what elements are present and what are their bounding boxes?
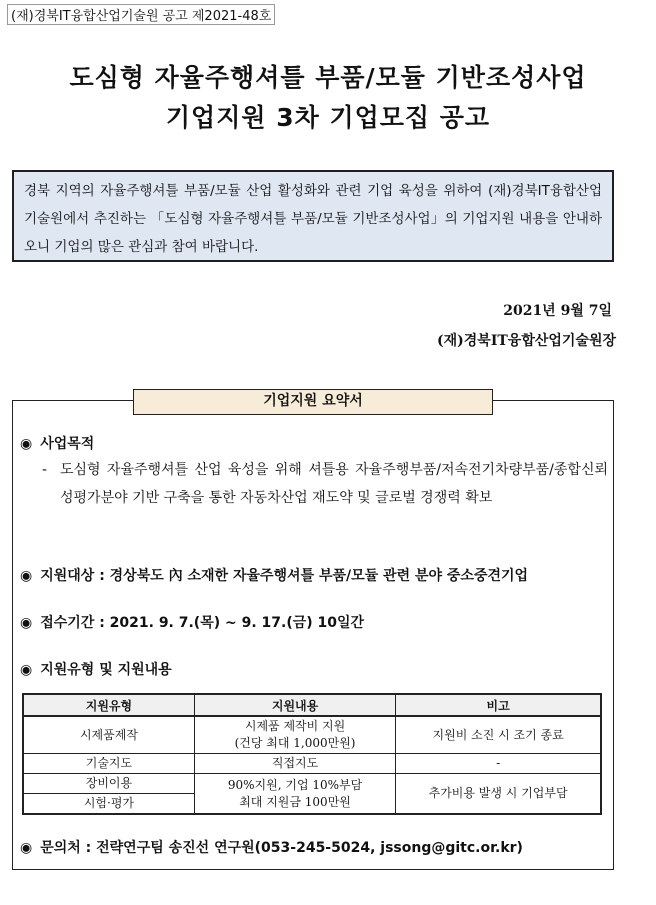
table-row: [23, 716, 601, 754]
table-cell: 장비이용: [23, 774, 194, 794]
support-heading: [20, 659, 172, 679]
target-text: 지원대상 : 경상북도 內 소재한 자율주행셔틀 부품/모듈 관련 분야 중소중견기업: [40, 568, 529, 584]
bullet-icon: ◉: [20, 615, 33, 631]
summary-title: 기업지원 요약서: [133, 389, 493, 415]
table-cell: [194, 774, 395, 815]
table-cell: 시제품제작: [23, 716, 194, 754]
purpose-heading: [20, 433, 94, 453]
purpose-text: [42, 456, 608, 512]
table-header: 비고: [396, 694, 601, 716]
notice-number: (재)경북IT융합산업기술원 공고 제2021-48호: [7, 4, 275, 25]
dash-marker: -: [42, 462, 48, 478]
table-row: [23, 774, 601, 794]
contact-line: [20, 837, 523, 857]
title-line-1: 도심형 자율주행셔틀 부품/모듈 기반조성사업: [69, 63, 587, 92]
title-line-2: 기업지원 3차 기업모집 공고: [165, 103, 491, 132]
table-cell: [194, 716, 395, 754]
cell-line: 시제품 제작비 지원: [244, 719, 346, 733]
table-cell: 직접지도: [194, 754, 395, 774]
bullet-icon: ◉: [20, 568, 33, 584]
purpose-body: 도심형 자율주행셔틀 산업 육성을 위해 셔틀용 자율주행부품/저속전기차량부품/종합신뢰성평가분야 기반 구축을 통한 자동차산업 재도약 및 글로벌 경쟁력 확보: [60, 462, 608, 506]
purpose-heading-text: 사업목적: [40, 436, 95, 452]
table-cell: 시험·평가: [23, 794, 194, 815]
table-cell: 지원비 소진 시 조기 종료: [396, 716, 601, 754]
bullet-icon: ◉: [20, 662, 33, 678]
bullet-icon: ◉: [20, 840, 33, 856]
table-cell: -: [396, 754, 601, 774]
cell-line: 90%지원, 기업 10%부담: [227, 777, 363, 792]
table-header: 지원유형: [23, 694, 194, 716]
support-heading-text: 지원유형 및 지원내용: [40, 662, 172, 678]
intro-box: 경북 지역의 자율주행셔틀 부품/모듈 산업 활성화와 관련 기업 육성을 위하여 (재)경북IT융합산업기술원에서 추진하는 「도심형 자율주행셔틀 부품/모듈 기반조성사업」의 기업지원 내용을 안내하오니 기업의 많은 관심과 참여 바랍니다.: [12, 170, 614, 262]
target-line: [20, 565, 528, 585]
organization-name: (재)경북IT융합산업기술원장: [437, 333, 616, 349]
period-line: [20, 612, 364, 632]
announcement-date: 2021년 9월 7일: [503, 303, 612, 319]
cell-line: (건당 최대 1,000만원): [234, 736, 356, 750]
bullet-icon: ◉: [20, 436, 33, 452]
table-header-row: [23, 694, 601, 716]
period-text: 접수기간 : 2021. 9. 7.(목) ~ 9. 17.(금) 10일간: [40, 615, 365, 631]
table-cell: 추가비용 발생 시 기업부담: [396, 774, 601, 815]
cell-line: 최대 지원금 100만원: [239, 794, 351, 809]
table-row: [23, 754, 601, 774]
table-header: 지원내용: [194, 694, 395, 716]
support-table: [22, 693, 602, 815]
table-cell: 기술지도: [23, 754, 194, 774]
contact-text: 문의처 : 전략연구팀 송진선 연구원(053-245-5024, jssong@gitc.or.kr): [40, 840, 523, 856]
